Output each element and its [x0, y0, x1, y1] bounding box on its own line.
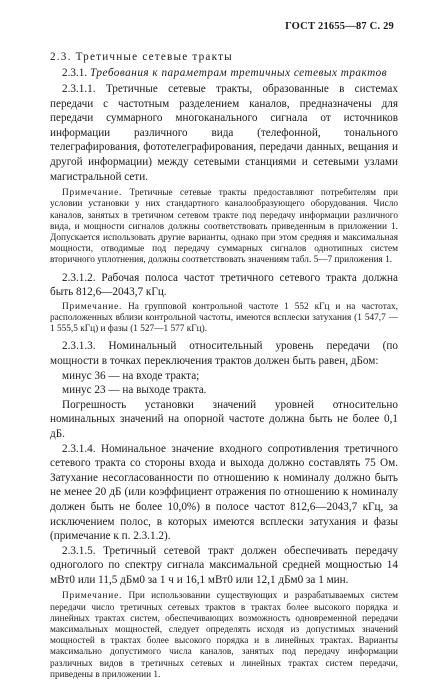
clause-2-3-1-3-tolerance: Погрешность установки значений уровней относительно номинальных значений на опорной частоте должна быть не более 0,1 дБ. — [50, 398, 398, 440]
page-header: ГОСТ 21655—87 С. 29 — [285, 21, 394, 32]
note-1-text: Третичные сетевые тракты предоставляют потребителям при условии установки у них стандартного каналообразующего оборудования. Число каналов, занятых в третичном сетевом тракте под передачу информации различного вида, и мощности сигналов должны соответствовать приведенным в приложении 1. Допускается использовать другие варианты, однако при этом средняя и максимальная мощности, отводимые под передачу суммарных сигналов однотипных систем вторичного уплотнения, должны соответствовать значениям табл. 5—7 приложения 1. — [50, 188, 398, 266]
note-2-text: На групповой контрольной частоте 1 552 кГц и на частотах, расположенных вблизи контрольной частоты, имеются всплески затухания (1 547,7 — 1 555,5 кГц) и фазы (1 527—1 577 кГц). — [50, 301, 398, 335]
note-1-label: Примечание. — [62, 188, 123, 199]
note-2-label: Примечание. — [62, 301, 123, 312]
note-1 — [50, 188, 398, 266]
clause-2-3-1-3-input-level: минус 36 — на входе тракта; — [62, 369, 200, 382]
note-2 — [50, 302, 398, 336]
page-content — [50, 50, 398, 681]
clause-2-3-1-4: 2.3.1.4. Номинальное значение входного сопротивления третичного сетевого тракта со стороны входа и выхода должно составлять 75 Ом. Затухание несогласованности по отношению к номиналу должно быть не менее 20 дБ (или коэффициент отражения по отношению к номиналу должен быть не более 10,0%) в полосе частот 812,6—2043,7 кГц, за исключением полос, в которых имеются всплески затухания и фазы (примечание к п. 2.3.1.2). — [50, 442, 398, 543]
section-2-3-1-heading — [50, 66, 398, 80]
section-2-3-1-title: Требования к параметрам третичных сетевых трактов — [89, 67, 388, 79]
note-3-text: При использовании существующих и разрабатываемых систем передачи число третичных сетевых трактов в трактах более высокого порядка и линейных трактах систем, обеспечивающих возможность одновременной передачи максимальных мощностей, следует определять исходя из допустимых значений мощностей в трактах более высокого порядка и в линейных трактах. Варианты максимально допустимого числа каналов, занятых под передачу информации различных видов в третичных сетевых и линейных трактах систем передачи, приведены в приложении 1. — [50, 591, 398, 680]
section-2-3-heading: 2.3. Третичные сетевые тракты — [50, 51, 233, 63]
clause-2-3-1-3-output-level: минус 23 — на выходе тракта. — [62, 384, 207, 397]
note-3 — [50, 591, 398, 681]
note-3-label: Примечание. — [62, 591, 123, 602]
clause-2-3-1-1: 2.3.1.1. Третичные сетевые тракты, образованные в системах передачи с частотным разделением каналов, предназначены для передачи суммарного многоканального сигнала от источников информации различного вида (телефонной, тонального телеграфирования, фототелеграфирования, передачи данных, вещания и другой информации) между сетевыми станциями и сетевыми узлами магистральной сети. — [50, 83, 398, 183]
section-2-3-1-number: 2.3.1. — [62, 67, 88, 79]
clause-2-3-1-5: 2.3.1.5. Третичный сетевой тракт должен обеспечивать передачу одноголого по спектру сигнала максимальной средней мощностью 14 мВт0 или 11,5 дБм0 за 1 ч и 16,1 мВт0 или 12,1 дБм0 за 1 мин. — [50, 544, 398, 586]
clause-2-3-1-3: 2.3.1.3. Номинальный относительный уровень передачи (по мощности в точках переключения трактов должен быть равен, дБом: — [50, 340, 398, 367]
clause-2-3-1-2: 2.3.1.2. Рабочая полоса частот третичного сетевого тракта должна быть 812,6—2043,7 кГц. — [50, 271, 398, 299]
